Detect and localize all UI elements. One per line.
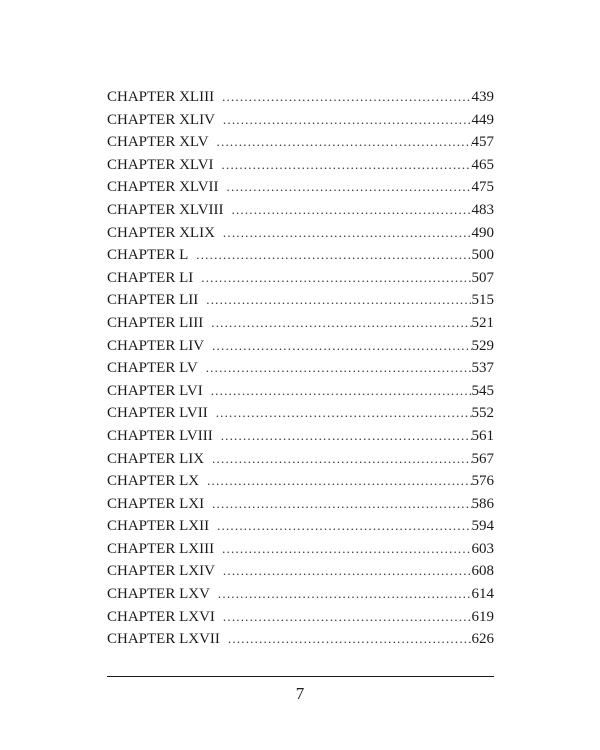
dot-leader <box>222 538 471 561</box>
chapter-title: CHAPTER LXVI <box>107 608 215 625</box>
dot-leader <box>211 380 472 403</box>
dot-leader <box>217 515 471 538</box>
chapter-page-number: 465 <box>471 156 494 173</box>
dot-leader <box>223 222 472 245</box>
dot-leader <box>223 109 472 132</box>
toc-entry[interactable] <box>107 86 494 109</box>
dot-leader <box>222 86 471 109</box>
chapter-page-number: 614 <box>471 586 494 603</box>
dot-leader <box>221 425 472 448</box>
dot-leader <box>223 606 472 629</box>
dot-leader <box>206 289 471 312</box>
chapter-title: CHAPTER LVI <box>107 382 203 399</box>
chapter-page-number: 537 <box>471 360 494 377</box>
chapter-page-number: 552 <box>471 405 494 422</box>
dot-leader <box>217 131 472 154</box>
dot-leader <box>207 470 471 493</box>
chapter-title: CHAPTER L <box>107 247 189 264</box>
dot-leader <box>211 312 471 335</box>
chapter-page-number: 608 <box>471 563 494 580</box>
chapter-page-number: 483 <box>471 201 494 218</box>
toc-entry[interactable] <box>107 606 494 629</box>
table-of-contents <box>107 86 494 651</box>
toc-entry[interactable] <box>107 470 494 493</box>
dot-leader <box>196 244 471 267</box>
chapter-page-number: 507 <box>471 269 494 286</box>
chapter-title: CHAPTER LVII <box>107 405 208 422</box>
chapter-title: CHAPTER XLIX <box>107 224 215 241</box>
chapter-page-number: 576 <box>471 473 494 490</box>
chapter-title: CHAPTER XLV <box>107 134 209 151</box>
toc-entry[interactable] <box>107 560 494 583</box>
chapter-title: CHAPTER LVIII <box>107 427 213 444</box>
dot-leader <box>206 357 472 380</box>
chapter-page-number: 449 <box>471 111 494 128</box>
chapter-title: CHAPTER LIV <box>107 337 205 354</box>
dot-leader <box>223 560 472 583</box>
dot-leader <box>212 493 471 516</box>
toc-entry[interactable] <box>107 335 494 358</box>
dot-leader <box>227 176 472 199</box>
dot-leader <box>218 583 472 606</box>
chapter-page-number: 515 <box>471 292 494 309</box>
chapter-title: CHAPTER LI <box>107 269 194 286</box>
toc-entry[interactable] <box>107 515 494 538</box>
chapter-page-number: 603 <box>471 540 494 557</box>
dot-leader <box>216 402 472 425</box>
dot-leader <box>212 335 471 358</box>
chapter-title: CHAPTER LXIV <box>107 563 215 580</box>
toc-entry[interactable] <box>107 244 494 267</box>
chapter-title: CHAPTER LII <box>107 292 199 309</box>
chapter-title: CHAPTER LX <box>107 473 200 490</box>
dot-leader <box>222 154 472 177</box>
toc-entry[interactable] <box>107 222 494 245</box>
toc-entry[interactable] <box>107 628 494 651</box>
chapter-title: CHAPTER XLVI <box>107 156 214 173</box>
toc-entry[interactable] <box>107 131 494 154</box>
chapter-page-number: 619 <box>471 608 494 625</box>
toc-entry[interactable] <box>107 448 494 471</box>
chapter-page-number: 567 <box>471 450 494 467</box>
toc-entry[interactable] <box>107 289 494 312</box>
chapter-page-number: 561 <box>471 427 494 444</box>
chapter-page-number: 500 <box>471 247 494 264</box>
chapter-title: CHAPTER XLIII <box>107 89 215 105</box>
toc-entry[interactable] <box>107 538 494 561</box>
chapter-page-number: 457 <box>471 134 494 151</box>
chapter-page-number: 586 <box>471 495 494 512</box>
toc-entry[interactable] <box>107 493 494 516</box>
chapter-page-number: 521 <box>471 314 494 331</box>
chapter-title: CHAPTER LXII <box>107 518 210 535</box>
chapter-title: CHAPTER LV <box>107 360 198 377</box>
toc-entry[interactable] <box>107 583 494 606</box>
chapter-page-number: 529 <box>471 337 494 354</box>
toc-entry[interactable] <box>107 380 494 403</box>
chapter-page-number: 626 <box>471 631 494 648</box>
chapter-page-number: 475 <box>471 179 494 196</box>
toc-entry[interactable] <box>107 357 494 380</box>
toc-entry[interactable] <box>107 425 494 448</box>
chapter-page-number: 490 <box>471 224 494 241</box>
chapter-title: CHAPTER LXI <box>107 495 205 512</box>
toc-entry[interactable] <box>107 312 494 335</box>
chapter-title: CHAPTER LXV <box>107 586 210 603</box>
dot-leader <box>228 628 472 651</box>
chapter-page-number: 545 <box>471 382 494 399</box>
chapter-title: CHAPTER XLVII <box>107 179 219 196</box>
dot-leader <box>212 448 471 471</box>
page-number: 7 <box>295 684 305 703</box>
toc-entry[interactable] <box>107 267 494 290</box>
chapter-page-number: 594 <box>471 518 494 535</box>
toc-entry[interactable] <box>107 176 494 199</box>
chapter-page-number: 439 <box>471 89 494 105</box>
chapter-title: CHAPTER LXIII <box>107 540 215 557</box>
footer-rule <box>107 676 494 677</box>
toc-entry[interactable] <box>107 109 494 132</box>
toc-entry[interactable] <box>107 402 494 425</box>
toc-entry[interactable] <box>107 199 494 222</box>
chapter-title: CHAPTER LIII <box>107 314 204 331</box>
dot-leader <box>232 199 472 222</box>
dot-leader <box>201 267 471 290</box>
chapter-title: CHAPTER XLIV <box>107 111 215 128</box>
chapter-title: CHAPTER LIX <box>107 450 205 467</box>
toc-entry[interactable] <box>107 154 494 177</box>
chapter-title: CHAPTER LXVII <box>107 631 220 648</box>
chapter-title: CHAPTER XLVIII <box>107 201 224 218</box>
